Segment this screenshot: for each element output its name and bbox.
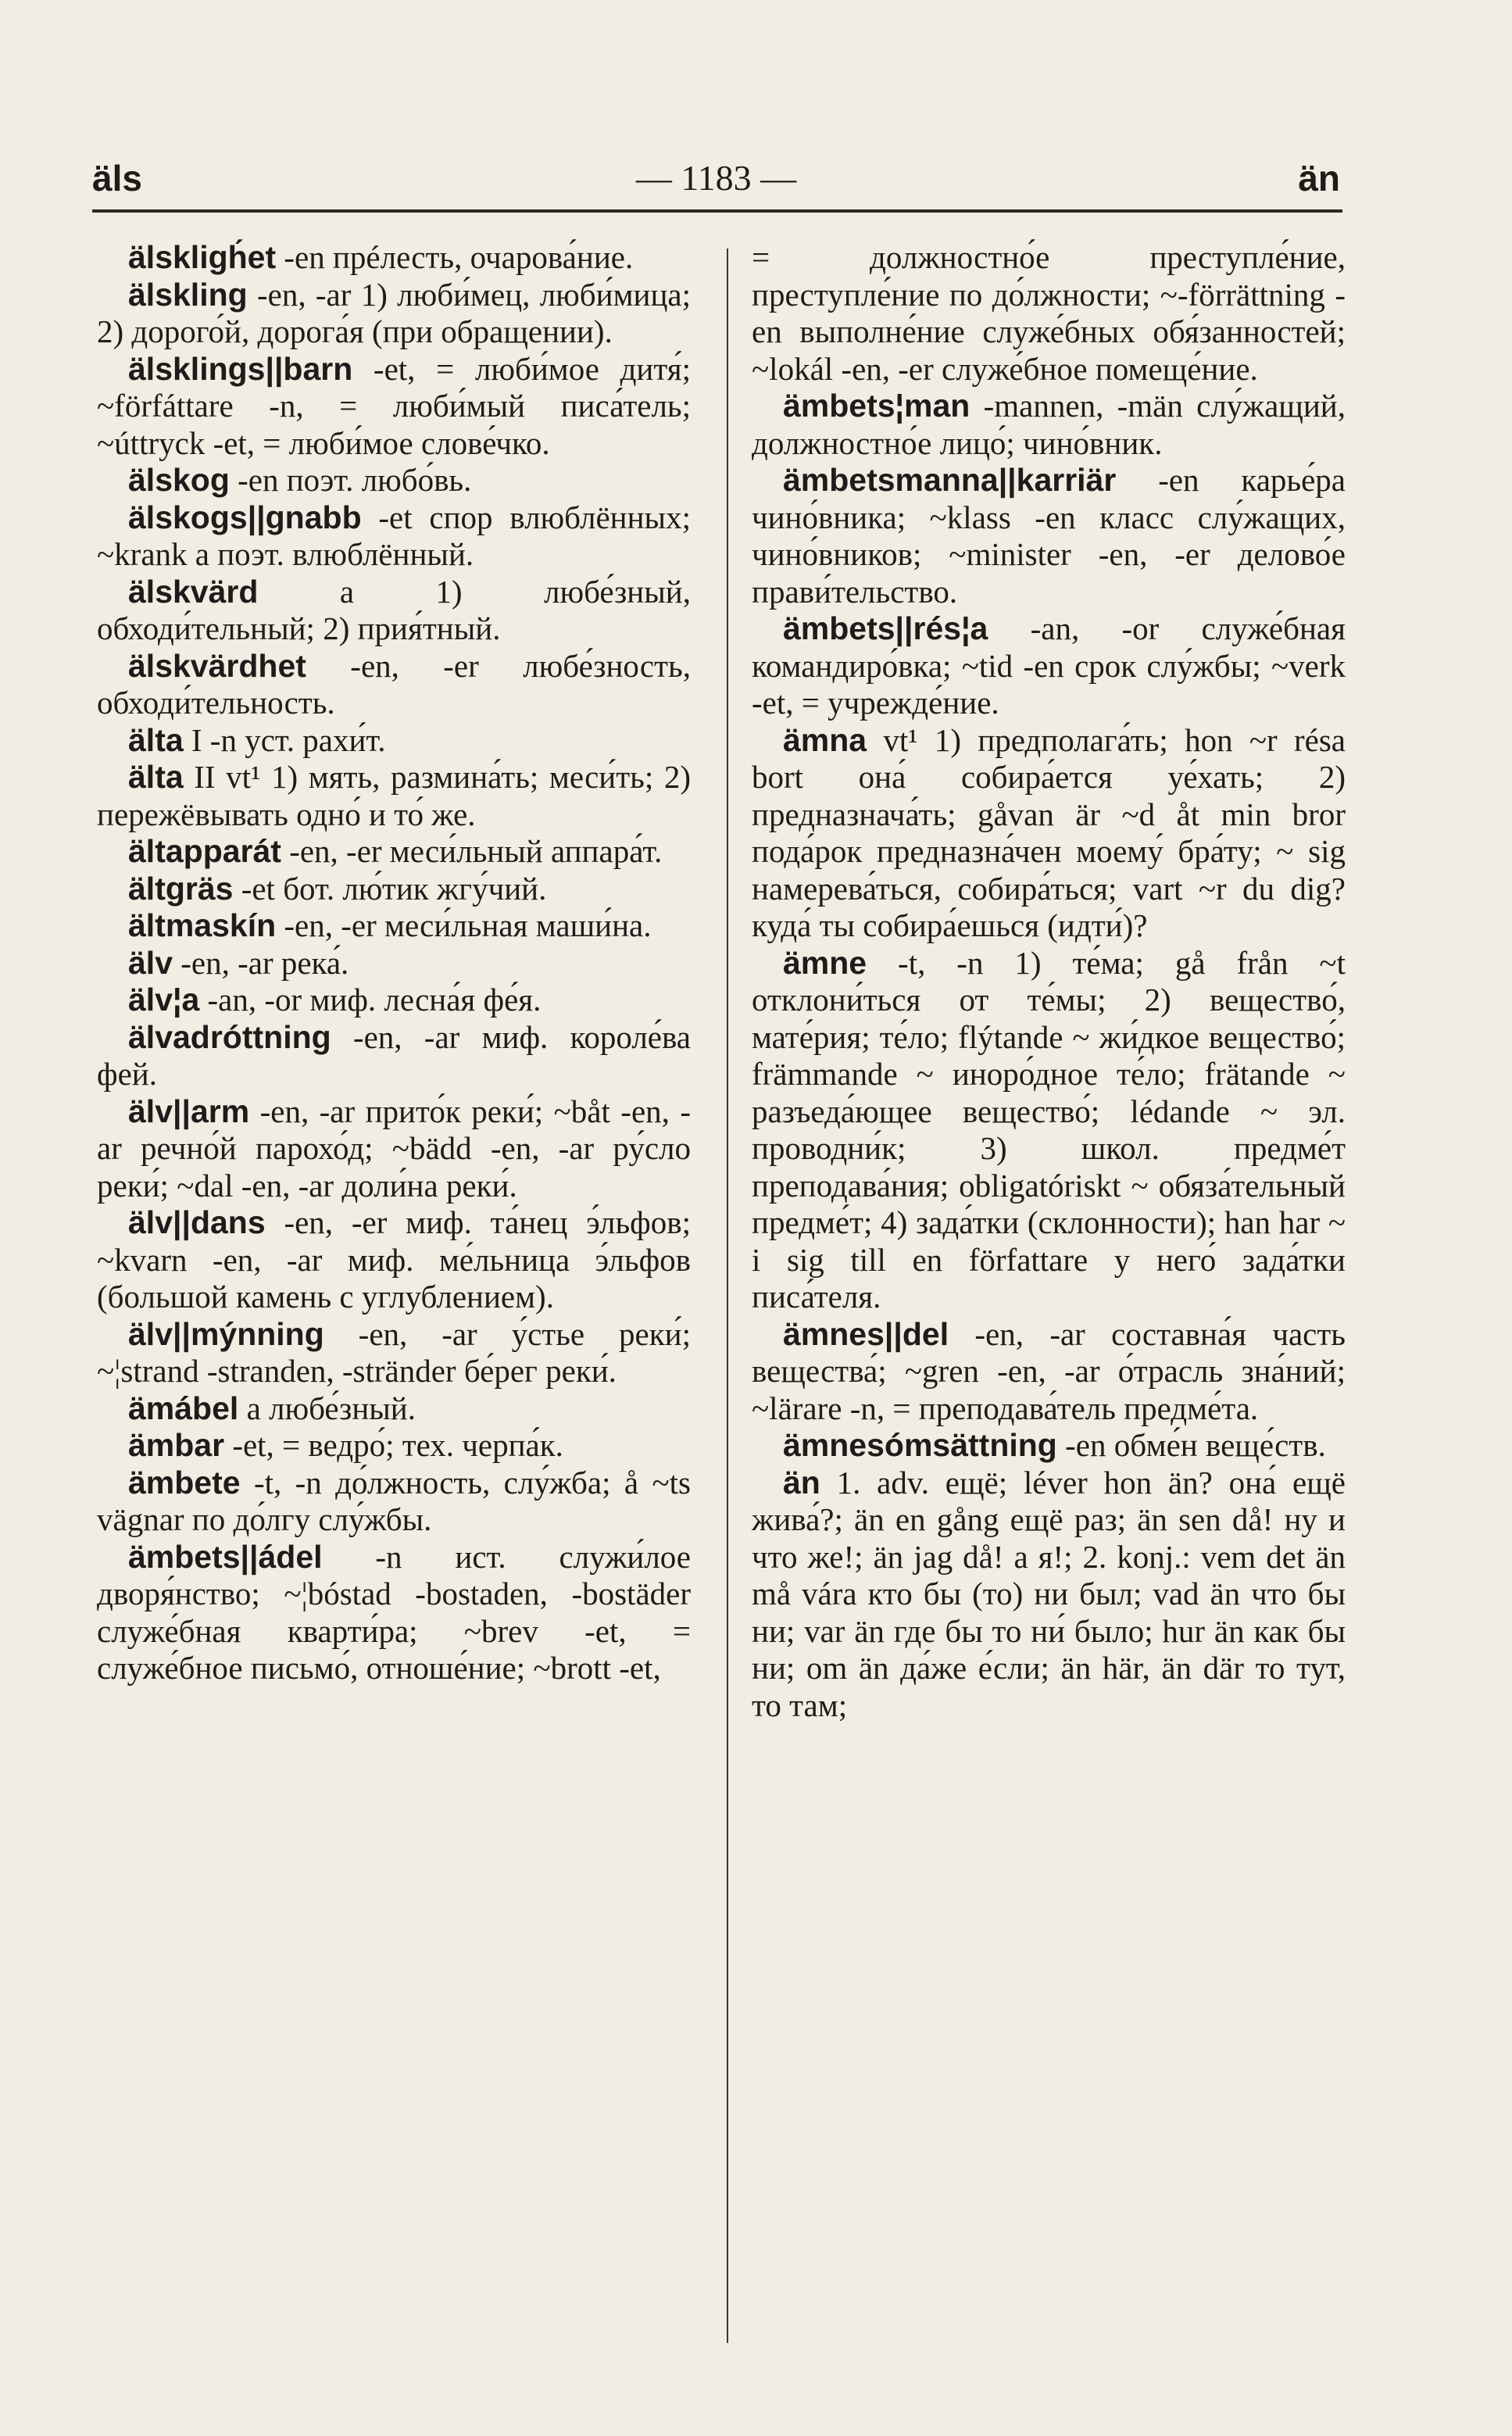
entry-headword: ämna — [783, 721, 867, 758]
entry-definition: -mannen, -män слу́жащий, должностно́е лицо́; чино́вник. — [752, 388, 1346, 461]
entry-definition: -an, -or миф. лесна́я фе́я. — [199, 982, 542, 1018]
entry-headword: älv||mýnning — [128, 1315, 324, 1352]
entry-headword: ämbets¦man — [783, 388, 970, 424]
entry-definition: -en, -ar река́. — [173, 944, 349, 981]
entry-definition: -en, -er меси́льный аппара́т. — [281, 833, 663, 869]
header-right-guideword: än — [1298, 158, 1340, 199]
entry-definition: II vt¹ 1) мять, размина́ть; меси́ть; 2) пережёвывать одно́ и то́ же. — [97, 759, 691, 832]
entry-definition: -en, -er меси́льная маши́на. — [276, 907, 652, 943]
dictionary-entry — [752, 610, 1346, 722]
entry-headword: ämbetsmanna||karriär — [783, 462, 1117, 498]
entry-headword: ämábel — [128, 1390, 239, 1426]
dictionary-entry — [97, 277, 691, 351]
entry-definition: -et, = люби́мое дитя́; ~förfáttare -n, = люби́мый писа́тель; ~úttryck -et, = люби́мое слове́чко. — [97, 350, 691, 461]
dictionary-entry — [97, 1019, 691, 1093]
dictionary-entry — [97, 833, 691, 871]
entry-headword: älskog — [128, 462, 230, 498]
entry-headword: älskvärdhet — [128, 647, 306, 684]
dictionary-entry — [97, 462, 691, 499]
dictionary-entry — [752, 388, 1346, 462]
entry-headword: ämbets||ádel — [128, 1538, 323, 1575]
entry-headword: ämbar — [128, 1427, 225, 1463]
dictionary-entry — [97, 1093, 691, 1205]
dictionary-entry — [752, 945, 1346, 1316]
entry-definition: -an, -or служе́бная командиро́вка; ~tid -en срок слу́жбы; ~verk -et, = учрежде́ние. — [752, 610, 1346, 721]
dictionary-entry — [97, 648, 691, 722]
entry-headword: älta — [128, 759, 184, 795]
entry-headword: än — [783, 1464, 820, 1501]
entry-definition: a 1) любе́зный, обходи́тельный; 2) прия́тный. — [97, 573, 691, 646]
entry-headword: älta — [128, 721, 184, 758]
entry-definition: -t, -n 1) те́ма; gå från ~t отклони́ться от те́мы; 2) вещество́, мате́рия; те́ло; flýtande ~ жи́дкое вещество́; främmande ~ иноро́дное те́ло; frätande ~ разъеда́ющее вещество́; lédande ~ эл. проводни́к; 3) школ. предме́т преподава́ния; obligatóriskt ~ обяза́тельный предме́т; 4) зада́тки (склонности); han har ~ i sig till en författare у него́ зада́тки писа́теля. — [752, 944, 1346, 1315]
entry-definition: -en, -er любе́зность, обходи́тельность. — [97, 647, 691, 721]
right-column — [752, 239, 1346, 1724]
entry-definition: -et бот. лю́тик жгу́чий. — [233, 870, 547, 907]
dictionary-entry — [97, 871, 691, 908]
entry-definition: -en обме́н веще́ств. — [1056, 1427, 1326, 1463]
dictionary-entry — [97, 1316, 691, 1390]
entry-headword: ältapparát — [128, 833, 281, 869]
entry-headword: ältmaskín — [128, 907, 277, 943]
entry-definition: -en, -ar прито́к реки́; ~båt -en, -ar речно́й парохо́д; ~bädd -en, -ar ру́сло реки́; ~dal -en, -ar доли́на реки́. — [97, 1093, 691, 1204]
entry-definition: -n ист. служи́лое дворя́нство; ~¦bóstad -bostaden, -bostäder служе́бная кварти́ра; ~brev -et, = служе́бное письмо́, отноше́ние; ~brott -et, — [97, 1538, 691, 1686]
entry-headword: ämnesómsättning — [783, 1427, 1057, 1463]
entry-definition: -en прéлесть, очарова́ние. — [276, 239, 634, 275]
entry-headword: ämbets||rés¦a — [783, 610, 988, 646]
entry-headword: älv||arm — [128, 1093, 250, 1129]
dictionary-entry — [752, 462, 1346, 610]
entry-definition: = должностно́е преступле́ние, преступле́ние по до́лжности; ~-förrättning -en выполне́ние служе́бных обя́занностей; ~lokál -en, -er служе́бное помеще́ние. — [752, 239, 1346, 387]
entry-headword: älskling — [128, 276, 248, 313]
entry-definition: 1. adv. ещё; léver hon än? она́ ещё жива́?; än en gång ещё раз; än sen då! ну и что же!; än jag då! а я!; 2. konj.: vem det än må vára кто бы (то) ни был; vad än что бы ни; var än где бы то ни́ было; hur än как бы ни; om än да́же е́сли; än här, än där то тут, то там; — [752, 1464, 1346, 1723]
entry-headword: ämbete — [128, 1464, 241, 1501]
entry-headword: älskvärd — [128, 573, 259, 610]
entry-headword: älsklings||barn — [128, 350, 353, 387]
entry-definition: -en, -ar 1) люби́мец, люби́мица; 2) дорого́й, дорога́я (при обращении). — [97, 276, 691, 349]
entry-definition: -en, -er миф. та́нец э́льфов; ~kvarn -en, -ar миф. ме́льница э́льфов (большой камень с углублением). — [97, 1204, 691, 1315]
dictionary-entry — [97, 907, 691, 945]
entry-definition: -en, -ar миф. короле́ва фей. — [97, 1018, 691, 1092]
dictionary-entry — [752, 722, 1346, 945]
entry-headword: älskogs||gnabb — [128, 499, 362, 535]
entry-definition: -en, -ar составна́я часть вещества́; ~gren -en, -ar о́трасль зна́ний; ~lärare -n, = преподава́тель предме́та. — [752, 1315, 1346, 1426]
entry-definition: -et, = ведро́; тех. черпа́к. — [224, 1427, 563, 1463]
dictionary-entry — [752, 1316, 1346, 1428]
entry-headword: ämne — [783, 944, 867, 981]
dictionary-entry — [97, 1390, 691, 1428]
dictionary-entry-continuation — [752, 239, 1346, 388]
entry-headword: älskligh́et — [128, 239, 277, 275]
header-rule — [92, 209, 1342, 213]
dictionary-entry — [97, 1204, 691, 1316]
dictionary-entry — [97, 1539, 691, 1687]
entry-definition: -en поэт. любо́вь. — [229, 462, 472, 498]
entry-headword: ämnes||del — [783, 1315, 949, 1352]
entry-headword: älv||dans — [128, 1204, 266, 1240]
dictionary-entry — [97, 759, 691, 833]
dictionary-entry — [97, 982, 691, 1019]
entry-definition: -en, -ar у́стье реки́; ~¦strand -stranden, -stränder бе́рег реки́. — [97, 1315, 691, 1389]
dictionary-entry — [97, 1465, 691, 1539]
dictionary-entry — [97, 945, 691, 982]
column-divider — [727, 249, 728, 2343]
entry-definition: a любе́зный. — [238, 1390, 416, 1426]
dictionary-entry — [97, 574, 691, 648]
dictionary-entry — [97, 499, 691, 574]
left-column — [97, 239, 691, 1687]
dictionary-entry — [97, 351, 691, 463]
entry-definition: -et спор влюблённых; ~krank a поэт. влюблённый. — [97, 499, 691, 572]
dictionary-entry — [97, 722, 691, 760]
entry-headword: älvadróttning — [128, 1018, 331, 1055]
page-number: — 1183 — — [635, 158, 797, 198]
entry-definition: vt¹ 1) предполага́ть; hon ~r résa bort она́ собира́ется уе́хать; 2) предназнача́ть; gåvan är ~d åt min bror пода́рок предназна́чен моему́ бра́ту; ~ sig намерева́ться, собира́ться; vart ~r du dig? куда́ ты собира́ешься (идти́)? — [752, 721, 1346, 943]
entry-headword: älv¦a — [128, 982, 200, 1018]
dictionary-entry — [97, 1427, 691, 1465]
entry-definition: I -n уст. рахи́т. — [183, 721, 386, 758]
dictionary-entry — [97, 239, 691, 277]
dictionary-entry — [752, 1427, 1346, 1465]
entry-definition: -t, -n до́лжность, слу́жба; å ~ts vägnar по до́лгу слу́жбы. — [97, 1464, 691, 1537]
entry-headword: älv — [128, 944, 173, 981]
entry-definition: -en карье́ра чино́вника; ~klass -en класс слу́жащих, чино́вников; ~minister -en, -er делово́е прави́тельство. — [752, 462, 1346, 610]
entry-headword: ältgräs — [128, 870, 234, 907]
dictionary-entry — [752, 1465, 1346, 1725]
page-header — [92, 155, 1340, 209]
header-left-guideword: äls — [92, 158, 142, 199]
